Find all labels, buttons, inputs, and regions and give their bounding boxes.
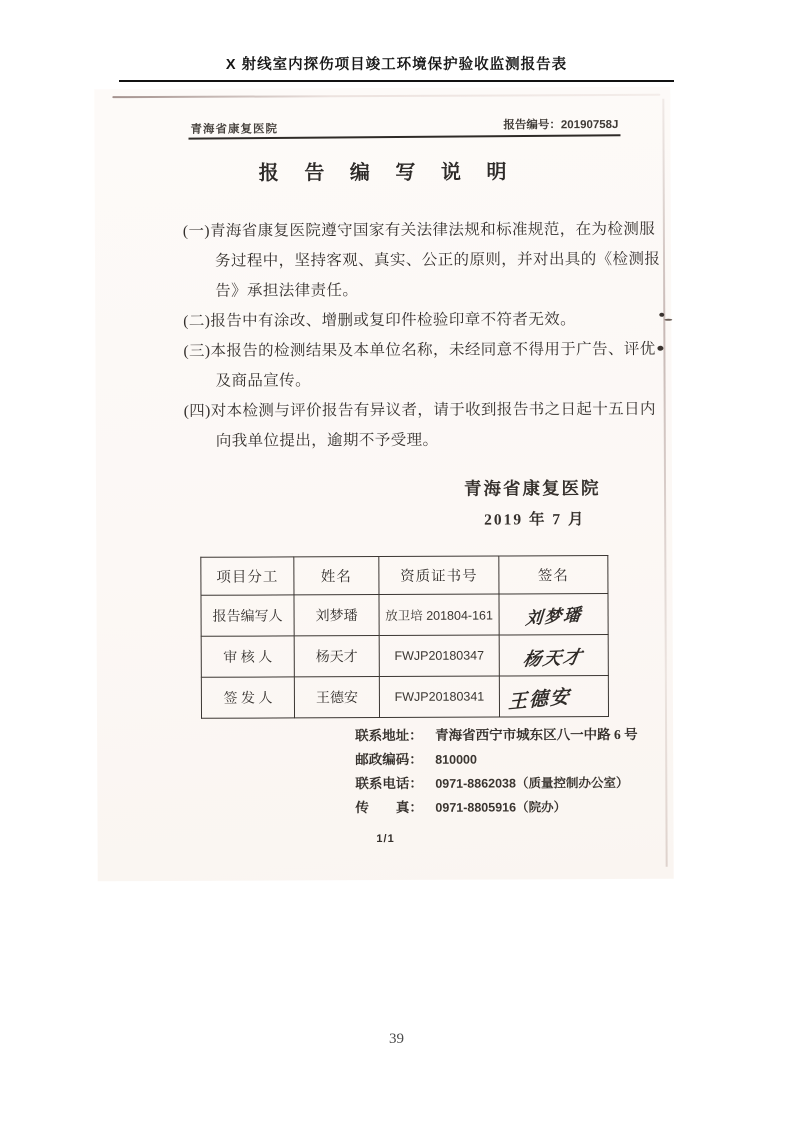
cell-cert: 放卫培 201804-161	[379, 594, 499, 636]
notice-line: (四)对本检测与评价报告有异议者，请于收到报告书之日起十五日内	[183, 400, 656, 420]
contact-postcode-label: 邮政编码：	[355, 751, 423, 768]
cell-cert: FWJP20180341	[379, 676, 499, 718]
handwritten-signature: 刘梦璠	[524, 604, 583, 629]
scan-speck-artifact	[657, 346, 663, 351]
scan-page-index: 1/1	[376, 832, 395, 846]
contact-block	[355, 723, 655, 820]
scan-right-edge-artifact	[662, 99, 667, 867]
cell-role: 签 发 人	[201, 677, 294, 718]
notice-line: (三)本报告的检测结果及本单位名称，未经同意不得用于广告、评优	[183, 340, 656, 360]
contact-fax-value: 0971-8805916（院办）	[435, 800, 567, 815]
scan-speck-artifact	[659, 313, 664, 317]
staff-table-header-row	[201, 556, 608, 596]
contact-address-value: 青海省西宁市城东区八一中路 6 号	[435, 726, 638, 743]
running-header-title: X 射线室内探伤项目竣工环境保护验收监测报告表	[225, 57, 568, 73]
contact-phone-row	[355, 771, 655, 796]
contact-address-label: 联系地址：	[355, 727, 423, 744]
issuer-date: 2019 年 7 月	[484, 511, 586, 529]
table-row	[201, 594, 608, 637]
letterhead-report-number: 报告编号：20190758J	[503, 118, 619, 132]
notice-line: (二)报告中有涂改、增删或复印件检验印章不符者无效。	[183, 311, 577, 330]
table-row	[201, 676, 608, 719]
notice-line: (一)青海省康复医院遵守国家有关法律法规和标准规范，在为检测服	[182, 220, 656, 240]
contact-address-row	[355, 723, 655, 748]
cell-signature	[499, 594, 608, 635]
handwritten-signature: 王德安	[508, 685, 572, 713]
scan-top-edge-artifact	[112, 94, 660, 98]
running-header-rule	[119, 80, 674, 82]
contact-phone-value: 0971-8862038（质量控制办公室）	[435, 775, 629, 791]
cell-signature	[499, 635, 608, 676]
notice-line: 告》承担法律责任。	[215, 282, 359, 300]
cell-name: 王德安	[294, 677, 379, 718]
notice-body	[182, 215, 661, 457]
notice-line: 务过程中，坚持客观、真实、公正的原则，并对出具的《检测报	[214, 250, 661, 270]
notice-line: 及商品宣传。	[215, 372, 311, 390]
cell-role: 审 核 人	[201, 636, 294, 677]
notice-line: 向我单位提出，逾期不予受理。	[215, 431, 439, 450]
header-cell-cert: 资质证书号	[379, 556, 499, 595]
cell-name: 刘梦璠	[294, 595, 379, 636]
contact-postcode-row	[355, 747, 655, 772]
cell-signature	[499, 676, 608, 717]
letterhead-org: 青海省康复医院	[190, 123, 278, 136]
header-cell-role: 项目分工	[201, 557, 294, 595]
staff-table	[200, 555, 609, 719]
scanned-page	[94, 87, 673, 882]
cell-name: 杨天才	[294, 636, 379, 677]
page-number: 39	[389, 1031, 404, 1047]
contact-fax-row	[355, 795, 655, 820]
contact-phone-label: 联系电话：	[355, 775, 423, 792]
cell-cert: FWJP20180347	[379, 635, 499, 677]
table-row	[201, 635, 608, 678]
contact-fax-label: 传 真：	[355, 799, 423, 816]
header-cell-name: 姓名	[294, 557, 379, 595]
contact-postcode-value: 810000	[435, 752, 477, 767]
notice-title: 报 告 编 写 说 明	[258, 161, 517, 185]
cell-role: 报告编写人	[201, 595, 294, 636]
scan-speck-artifact	[664, 319, 672, 321]
issuer-org: 青海省康复医院	[463, 478, 601, 499]
header-cell-signature: 签名	[499, 556, 608, 594]
handwritten-signature: 杨天才	[521, 647, 585, 671]
